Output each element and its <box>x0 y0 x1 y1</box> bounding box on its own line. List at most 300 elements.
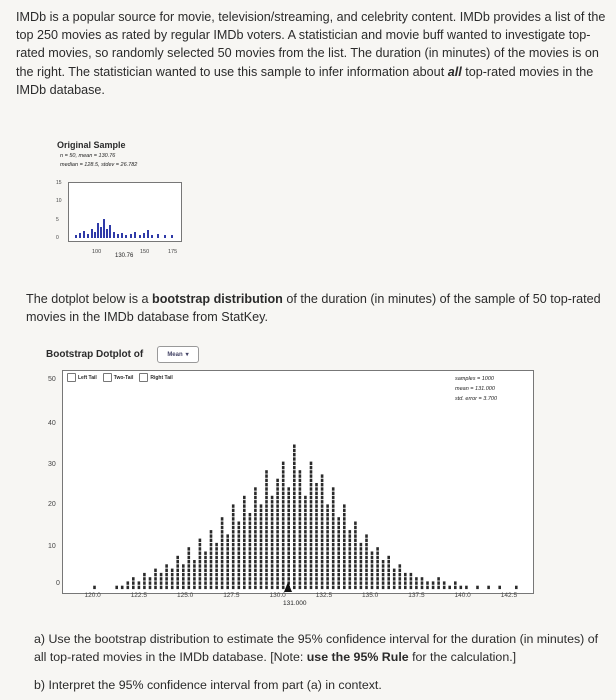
x-tick-label: 140.0 <box>454 592 471 599</box>
bootstrap-dot <box>243 586 246 589</box>
bootstrap-dot <box>221 564 224 567</box>
bootstrap-dot <box>310 534 313 537</box>
bootstrap-dot <box>199 560 202 563</box>
y-tick-label: 10 <box>48 543 56 550</box>
bootstrap-dot <box>332 564 335 567</box>
bootstrap-dot <box>487 586 490 589</box>
bootstrap-dot <box>193 573 196 576</box>
bootstrap-dot <box>299 577 302 580</box>
bootstrap-dot <box>282 474 285 477</box>
bootstrap-dot <box>254 517 257 520</box>
bootstrap-dot <box>171 581 174 584</box>
bootstrap-dot <box>360 586 363 589</box>
two-tail-option[interactable]: Two-Tail <box>103 373 134 382</box>
bootstrap-dot <box>332 513 335 516</box>
bootstrap-dot <box>332 526 335 529</box>
bootstrap-dot <box>321 504 324 507</box>
bootstrap-dot <box>332 552 335 555</box>
bootstrap-dot <box>315 483 318 486</box>
bootstrap-dot <box>254 509 257 512</box>
bootstrap-dot <box>149 581 152 584</box>
bootstrap-dot <box>238 552 241 555</box>
bootstrap-dot <box>321 530 324 533</box>
bootstrap-dot <box>243 543 246 546</box>
bootstrap-dot <box>293 534 296 537</box>
bootstrap-dot <box>387 586 390 589</box>
statistic-select-value: Mean <box>167 351 183 358</box>
bootstrap-dot <box>343 509 346 512</box>
bootstrap-dot <box>299 556 302 559</box>
bootstrap-dot <box>282 483 285 486</box>
bootstrap-dot <box>326 569 329 572</box>
bootstrap-dot <box>315 504 318 507</box>
bootstrap-dot <box>354 543 357 546</box>
bootstrap-dot <box>276 479 279 482</box>
bootstrap-dot <box>199 543 202 546</box>
bootstrap-dot <box>226 534 229 537</box>
bootstrap-dot <box>299 517 302 520</box>
bootstrap-dot <box>304 560 307 563</box>
bootstrap-dot <box>354 522 357 525</box>
bootstrap-dot <box>271 564 274 567</box>
bootstrap-dot <box>315 547 318 550</box>
bootstrap-dot <box>138 581 141 584</box>
bootstrap-dot <box>271 569 274 572</box>
bootstrap-dot <box>282 556 285 559</box>
bootstrap-dot <box>282 560 285 563</box>
bootstrap-dot <box>238 543 241 546</box>
bootstrap-dot <box>138 586 141 589</box>
bootstrap-dot <box>160 586 163 589</box>
bootstrap-dot <box>182 573 185 576</box>
bootstrap-dot <box>243 564 246 567</box>
bootstrap-dot <box>210 552 213 555</box>
bootstrap-dot <box>293 492 296 495</box>
bootstrap-dot <box>204 569 207 572</box>
bootstrap-dot <box>371 573 374 576</box>
bootstrap-dot <box>249 560 252 563</box>
checkbox-icon <box>67 373 76 382</box>
bootstrap-dot <box>332 573 335 576</box>
bootstrap-dot <box>260 534 263 537</box>
bootstrap-dot <box>254 560 257 563</box>
mid-bold: bootstrap distribution <box>152 292 283 306</box>
bootstrap-dot <box>204 556 207 559</box>
bootstrap-dot <box>310 569 313 572</box>
bootstrap-dot <box>160 573 163 576</box>
bootstrap-dot <box>171 577 174 580</box>
orig-ytick: 0 <box>56 235 59 241</box>
bootstrap-dot <box>249 547 252 550</box>
bootstrap-dot <box>221 539 224 542</box>
bootstrap-dot <box>282 564 285 567</box>
bootstrap-dot <box>271 539 274 542</box>
bootstrap-dot <box>460 586 463 589</box>
bootstrap-dot <box>293 526 296 529</box>
bootstrap-dot <box>238 526 241 529</box>
bootstrap-dot <box>326 513 329 516</box>
bootstrap-dot <box>432 586 435 589</box>
bootstrap-dot <box>226 539 229 542</box>
bootstrap-dot <box>249 530 252 533</box>
bootstrap-dot <box>293 517 296 520</box>
bootstrap-dot <box>365 560 368 563</box>
bootstrap-dot <box>282 573 285 576</box>
bootstrap-dot <box>293 586 296 589</box>
bootstrap-dot <box>448 586 451 589</box>
bootstrap-dot <box>204 564 207 567</box>
bootstrap-dot <box>193 581 196 584</box>
bootstrap-dot <box>226 581 229 584</box>
statistic-select[interactable] <box>157 346 199 363</box>
bootstrap-dot <box>343 560 346 563</box>
bootstrap-dot <box>437 586 440 589</box>
bootstrap-dot <box>199 581 202 584</box>
bootstrap-dot <box>215 560 218 563</box>
bootstrap-dot <box>210 560 213 563</box>
bootstrap-dot <box>426 586 429 589</box>
bootstrap-dot <box>365 586 368 589</box>
bootstrap-dot <box>376 581 379 584</box>
bootstrap-dot <box>326 526 329 529</box>
bootstrap-dot <box>160 581 163 584</box>
bootstrap-dot <box>382 577 385 580</box>
bootstrap-dot <box>332 543 335 546</box>
bootstrap-dot <box>387 573 390 576</box>
bootstrap-dot <box>349 530 352 533</box>
bootstrap-dot <box>349 586 352 589</box>
bootstrap-dot <box>299 534 302 537</box>
bootstrap-dot <box>265 573 268 576</box>
bootstrap-dot <box>421 577 424 580</box>
bootstrap-dot <box>232 552 235 555</box>
bootstrap-dot <box>176 581 179 584</box>
bootstrap-dot <box>287 492 290 495</box>
bootstrap-dot <box>204 577 207 580</box>
bootstrap-dot <box>271 547 274 550</box>
bootstrap-dot <box>365 564 368 567</box>
bootstrap-dot <box>271 513 274 516</box>
bootstrap-dot <box>254 522 257 525</box>
bootstrap-dot <box>260 547 263 550</box>
bootstrap-dot <box>271 517 274 520</box>
bootstrap-dot <box>226 586 229 589</box>
bootstrap-dot <box>326 552 329 555</box>
y-tick-label: 30 <box>48 461 56 468</box>
bootstrap-dot <box>293 522 296 525</box>
bootstrap-dot <box>326 573 329 576</box>
bootstrap-dot <box>221 560 224 563</box>
bootstrap-dot <box>188 586 191 589</box>
bootstrap-dot <box>299 522 302 525</box>
bootstrap-dot <box>304 534 307 537</box>
bootstrap-dot <box>143 586 146 589</box>
bootstrap-dot <box>293 513 296 516</box>
bootstrap-dot <box>271 586 274 589</box>
bootstrap-dot <box>215 577 218 580</box>
bootstrap-dot <box>265 586 268 589</box>
bootstrap-dot <box>299 581 302 584</box>
bootstrap-dot <box>188 577 191 580</box>
bootstrap-dot <box>371 556 374 559</box>
bootstrap-dot <box>254 573 257 576</box>
orig-xtick: 175 <box>168 249 178 255</box>
bootstrap-dot <box>226 564 229 567</box>
y-tick-label: 50 <box>48 376 56 383</box>
bootstrap-dot <box>276 513 279 516</box>
bootstrap-dot <box>154 569 157 572</box>
bootstrap-dot <box>376 552 379 555</box>
bootstrap-dot <box>265 513 268 516</box>
bootstrap-dot <box>399 581 402 584</box>
bootstrap-dot <box>293 581 296 584</box>
bootstrap-dot <box>199 547 202 550</box>
bootstrap-dot <box>354 586 357 589</box>
bootstrap-dot <box>360 577 363 580</box>
bootstrap-dot <box>304 526 307 529</box>
bootstrap-dot <box>221 556 224 559</box>
bootstrap-dot <box>326 504 329 507</box>
bootstrap-dot <box>287 573 290 576</box>
bootstrap-dot <box>343 543 346 546</box>
bootstrap-dot <box>188 573 191 576</box>
bootstrap-dot <box>321 586 324 589</box>
bootstrap-dot <box>215 552 218 555</box>
bootstrap-dot <box>399 577 402 580</box>
bootstrap-dot <box>188 569 191 572</box>
bootstrap-dot <box>243 522 246 525</box>
bootstrap-dot <box>321 487 324 490</box>
bootstrap-dot <box>276 577 279 580</box>
bootstrap-dot <box>271 530 274 533</box>
bootstrap-dot <box>254 500 257 503</box>
bootstrap-dot <box>354 539 357 542</box>
question-a-bold: use the 95% Rule <box>306 650 409 665</box>
bootstrap-dot <box>260 513 263 516</box>
bootstrap-dot <box>299 496 302 499</box>
chevron-down-icon: ▾ <box>185 352 189 358</box>
bootstrap-dot <box>332 547 335 550</box>
bootstrap-dot <box>321 509 324 512</box>
left-tail-option[interactable]: Left Tail <box>67 373 97 382</box>
bootstrap-dot <box>293 543 296 546</box>
bootstrap-dot <box>210 586 213 589</box>
bootstrap-dot <box>210 543 213 546</box>
bootstrap-dot <box>299 509 302 512</box>
bootstrap-dot <box>165 564 168 567</box>
bootstrap-dot <box>321 573 324 576</box>
bootstrap-dot <box>221 581 224 584</box>
bootstrap-dot <box>332 500 335 503</box>
bootstrap-dot <box>315 513 318 516</box>
bootstrap-dot <box>376 573 379 576</box>
bootstrap-dot <box>282 547 285 550</box>
bootstrap-dot <box>271 577 274 580</box>
bootstrap-dot <box>321 517 324 520</box>
checkbox-icon <box>139 373 148 382</box>
bootstrap-dot <box>393 581 396 584</box>
bootstrap-dot <box>293 547 296 550</box>
bootstrap-dot <box>321 534 324 537</box>
bootstrap-dot <box>360 547 363 550</box>
bootstrap-dot <box>93 586 96 589</box>
bootstrap-dot <box>299 479 302 482</box>
intro-emphasis: all <box>447 64 462 79</box>
bootstrap-dot <box>249 569 252 572</box>
bootstrap-dot <box>188 560 191 563</box>
bootstrap-dot <box>393 569 396 572</box>
bootstrap-dot <box>371 581 374 584</box>
bootstrap-dot <box>199 573 202 576</box>
bootstrap-dot <box>276 547 279 550</box>
bootstrap-dot <box>287 547 290 550</box>
bootstrap-dot <box>337 522 340 525</box>
bootstrap-dot <box>343 573 346 576</box>
bootstrap-dot <box>249 513 252 516</box>
bootstrap-dot <box>282 500 285 503</box>
bootstrap-dot <box>243 534 246 537</box>
bootstrap-dot <box>343 569 346 572</box>
bootstrap-dot <box>199 586 202 589</box>
bootstrap-dot <box>238 564 241 567</box>
bootstrap-dot <box>287 522 290 525</box>
bootstrap-dot <box>299 539 302 542</box>
bootstrap-dot <box>143 577 146 580</box>
bootstrap-dot <box>160 577 163 580</box>
bootstrap-dot <box>304 543 307 546</box>
bootstrap-dot <box>299 560 302 563</box>
bootstrap-dot <box>349 577 352 580</box>
bootstrap-dot <box>304 530 307 533</box>
bootstrap-dot <box>287 500 290 503</box>
bootstrap-dot <box>276 560 279 563</box>
bootstrap-dot <box>293 560 296 563</box>
bootstrap-dot <box>287 543 290 546</box>
bootstrap-dot <box>132 581 135 584</box>
bootstrap-dot <box>326 543 329 546</box>
bootstrap-dot <box>387 564 390 567</box>
bootstrap-dot <box>243 552 246 555</box>
bootstrap-dot <box>276 504 279 507</box>
bootstrap-dot <box>304 577 307 580</box>
bootstrap-dot <box>238 581 241 584</box>
bootstrap-dot <box>349 556 352 559</box>
bootstrap-dot <box>299 586 302 589</box>
bootstrap-dot <box>249 522 252 525</box>
bootstrap-dot <box>254 504 257 507</box>
bootstrap-dot <box>165 581 168 584</box>
bootstrap-dot <box>299 552 302 555</box>
bootstrap-dot <box>310 479 313 482</box>
bootstrap-dot <box>226 577 229 580</box>
x-tick-label: 120.0 <box>84 592 101 599</box>
bootstrap-dot <box>293 509 296 512</box>
bootstrap-dot <box>238 522 241 525</box>
bootstrap-dot <box>321 564 324 567</box>
bootstrap-dot <box>315 564 318 567</box>
bootstrap-dot <box>282 569 285 572</box>
bootstrap-dot <box>310 586 313 589</box>
intro-text-1: IMDb is a popular source for movie, television/streaming, and celebrity content. IMDb provides a list of the top 250 movies as rated by regular IMDb voters. A statistician and movie buff wanted to investigate top-rated movies, so randomly selected 50 movies from the list. The duration (in minutes) of the movies is on the right. The statistician wanted to use this sample to infer information about <box>16 10 606 79</box>
bootstrap-dot <box>287 556 290 559</box>
bootstrap-dot <box>337 586 340 589</box>
bootstrap-dot <box>260 556 263 559</box>
bootstrap-dot <box>271 500 274 503</box>
bootstrap-dot <box>165 573 168 576</box>
bootstrap-dot <box>265 556 268 559</box>
right-tail-option[interactable]: Right Tail <box>139 373 172 382</box>
bootstrap-dot <box>232 577 235 580</box>
bootstrap-dot <box>465 586 468 589</box>
bootstrap-dot <box>321 479 324 482</box>
bootstrap-dot <box>282 552 285 555</box>
bootstrap-dot <box>321 474 324 477</box>
bootstrap-dot <box>221 517 224 520</box>
bootstrap-dot <box>293 569 296 572</box>
bootstrap-dot <box>304 539 307 542</box>
bootstrap-dot <box>343 577 346 580</box>
bootstrap-dot <box>260 509 263 512</box>
question-b: b) Interpret the 95% confidence interval from part (a) in context. <box>34 678 382 692</box>
bootstrap-dot <box>426 581 429 584</box>
bootstrap-dot <box>243 577 246 580</box>
bootstrap-dot <box>260 522 263 525</box>
intro-paragraph <box>16 8 608 99</box>
bootstrap-dot <box>354 552 357 555</box>
bootstrap-dot <box>354 560 357 563</box>
bootstrap-dot <box>265 543 268 546</box>
bootstrap-dot <box>243 581 246 584</box>
bootstrap-dot <box>393 577 396 580</box>
bootstrap-dot <box>360 552 363 555</box>
bootstrap-dot <box>404 573 407 576</box>
bootstrap-dot <box>282 466 285 469</box>
bootstrap-dot <box>243 569 246 572</box>
bootstrap-dot <box>287 552 290 555</box>
bootstrap-dot <box>399 564 402 567</box>
bootstrap-dot <box>343 504 346 507</box>
bootstrap-dot <box>310 556 313 559</box>
bootstrap-dot <box>249 534 252 537</box>
bootstrap-dot <box>221 526 224 529</box>
bootstrap-dot <box>215 581 218 584</box>
bootstrap-dot <box>321 543 324 546</box>
bootstrap-dot <box>232 547 235 550</box>
bootstrap-dot <box>121 586 124 589</box>
bootstrap-dot <box>515 586 518 589</box>
bootstrap-dot <box>287 539 290 542</box>
bootstrap-dot <box>149 586 152 589</box>
bootstrap-dot <box>299 470 302 473</box>
bootstrap-dot <box>265 564 268 567</box>
bootstrap-dot <box>232 573 235 576</box>
bootstrap-dot <box>199 569 202 572</box>
bootstrap-dot <box>221 573 224 576</box>
bootstrap-dot <box>326 556 329 559</box>
bootstrap-dot <box>276 509 279 512</box>
bootstrap-dot <box>337 539 340 542</box>
bootstrap-dot <box>454 581 457 584</box>
bootstrap-dot <box>376 564 379 567</box>
bootstrap-dot <box>265 560 268 563</box>
bootstrap-dot <box>265 522 268 525</box>
bootstrap-dot <box>282 462 285 465</box>
bootstrap-dot <box>299 564 302 567</box>
bootstrap-dot <box>254 581 257 584</box>
bootstrap-dot <box>282 496 285 499</box>
bootstrap-dot <box>299 543 302 546</box>
bootstrap-dot <box>332 504 335 507</box>
